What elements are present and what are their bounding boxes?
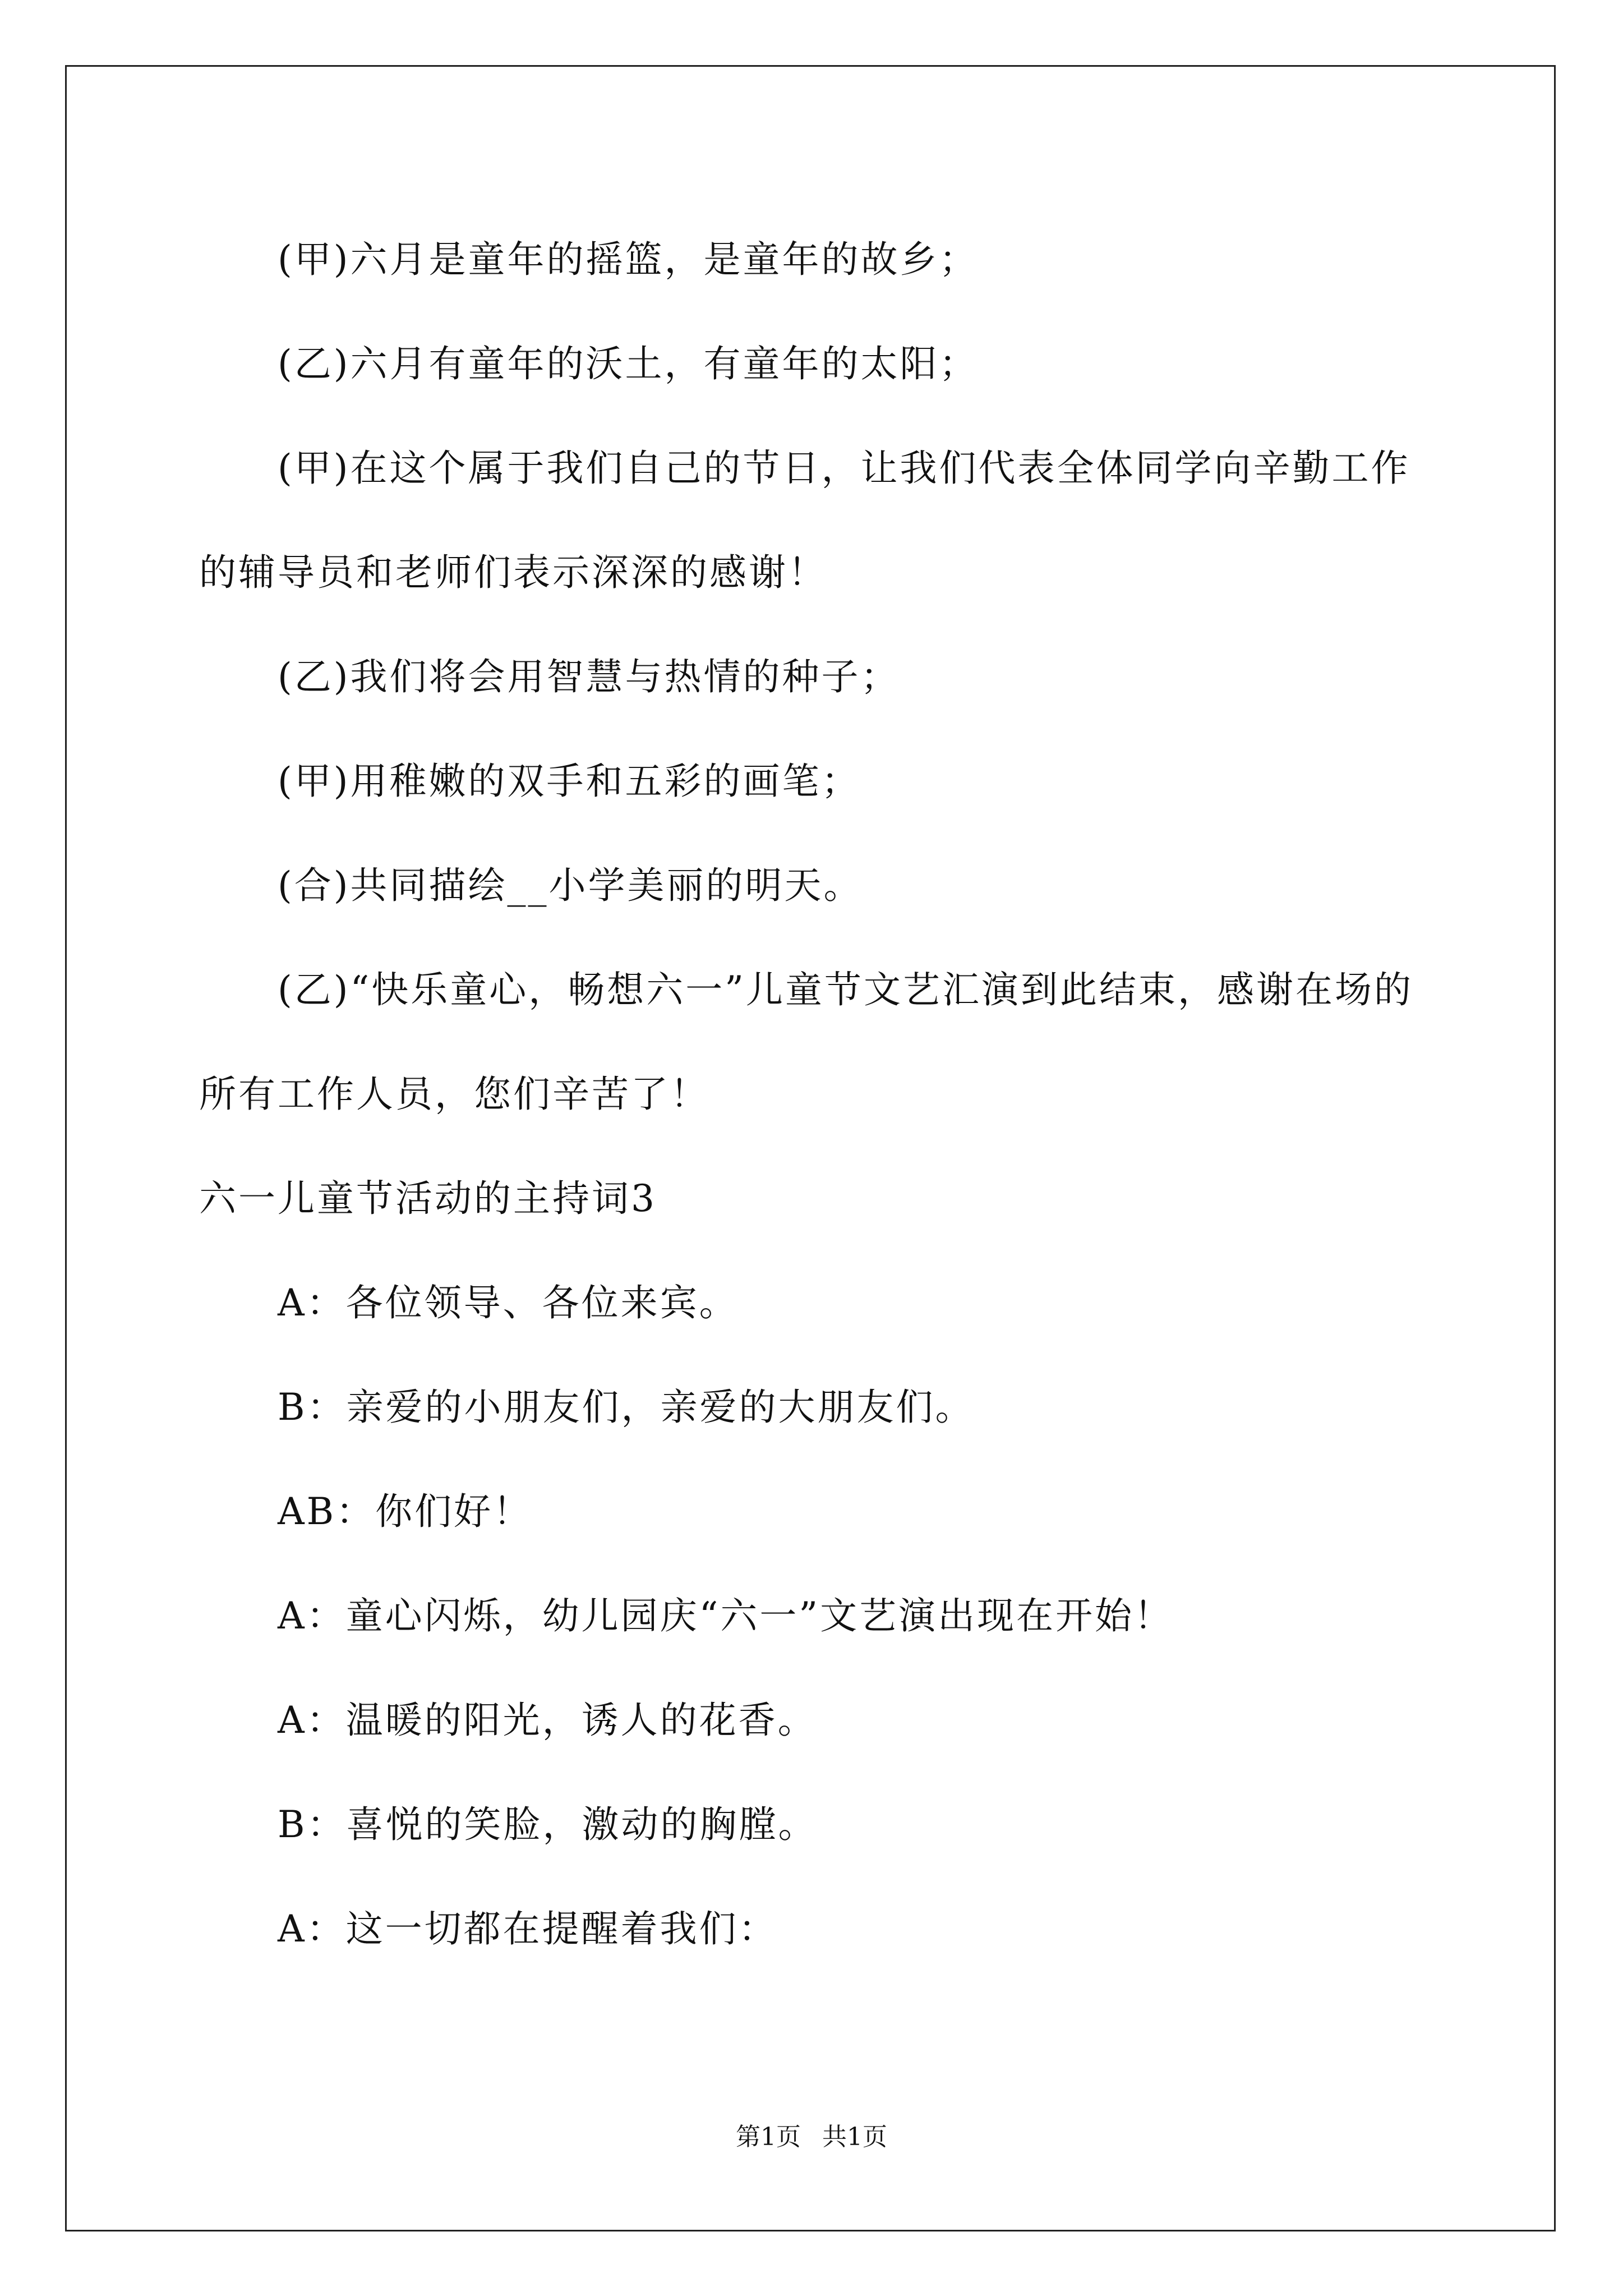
page-number-total: 共1页 [822, 2123, 887, 2151]
paragraph: B：亲爱的小朋友们，亲爱的大朋友们。 [278, 1386, 975, 1429]
paragraph: A：童心闪烁，幼儿园庆“六一”文艺演出现在开始！ [278, 1594, 1174, 1637]
document-body [199, 208, 1433, 1981]
paragraph: (甲)六月是童年的摇篮，是童年的故乡； [278, 238, 979, 281]
section-heading: 六一儿童节活动的主持词3 [199, 1177, 657, 1220]
paragraph: (乙)我们将会用智慧与热情的种子； [278, 655, 900, 698]
paragraph: (甲)用稚嫩的双手和五彩的画笔； [278, 760, 861, 803]
paragraph: (乙)六月有童年的沃土，有童年的太阳； [278, 342, 979, 385]
paragraph: (合)共同描绘__小学美丽的明天。 [278, 864, 863, 907]
paragraph: A：这一切都在提醒着我们： [278, 1907, 778, 1950]
page-footer [0, 2120, 1623, 2154]
paragraph: AB：你们好！ [278, 1490, 533, 1533]
paragraph: B：喜悦的笑脸，激动的胸膛。 [278, 1803, 818, 1846]
paragraph: (甲)在这个属于我们自己的节日，让我们代表全体同学向辛勤工作的辅导员和老师们表示深深的感谢！ [199, 447, 1410, 594]
paragraph: A：温暖的阳光，诱人的花香。 [278, 1699, 817, 1742]
paragraph: A：各位领导、各位来宾。 [278, 1281, 739, 1324]
page-number-current: 第1页 [736, 2123, 801, 2151]
paragraph: (乙)“快乐童心，畅想六一”儿童节文艺汇演到此结束，感谢在场的所有工作人员，您们辛苦了！ [199, 968, 1413, 1116]
